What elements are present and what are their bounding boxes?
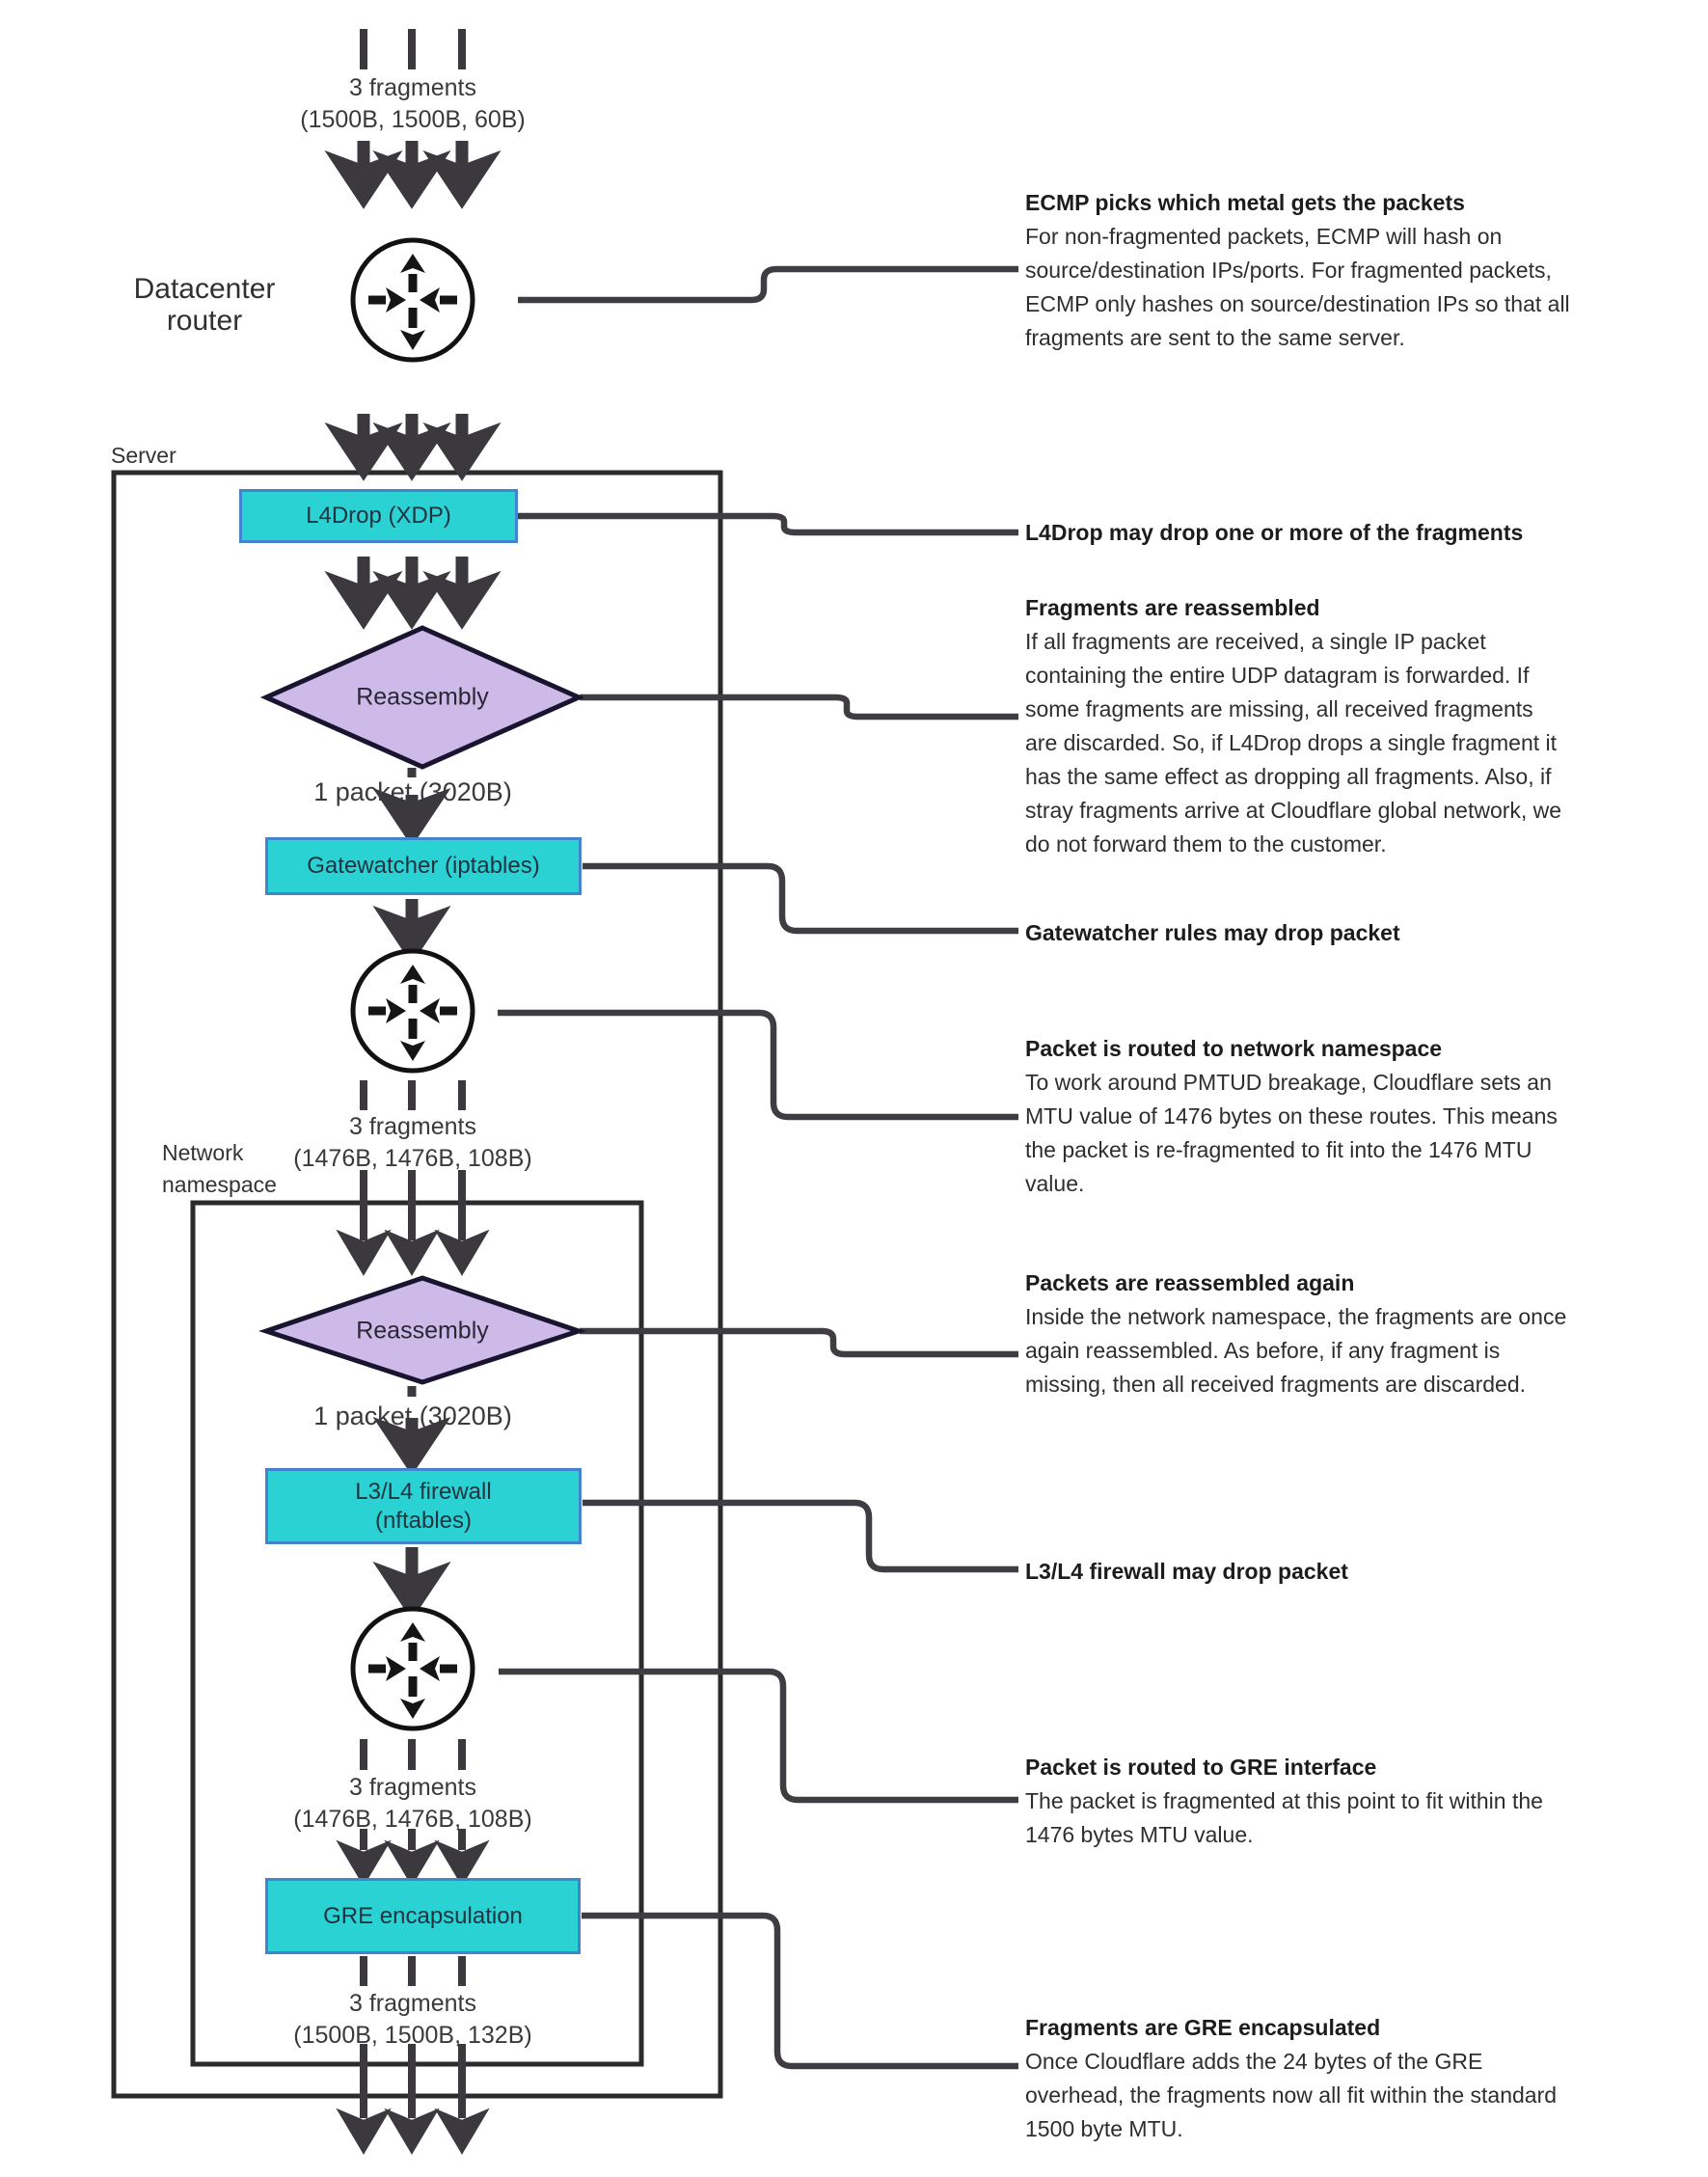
arrows-into-namespace: [345, 1170, 480, 1268]
packet2-label: 1 packet (3020B): [313, 1401, 512, 1430]
l4drop-node: L4Drop (XDP): [239, 489, 518, 543]
mid-fragments1-label: 3 fragments (1476B, 1476B, 108B): [293, 1113, 532, 1172]
annotation-ecmp: ECMP picks which metal gets the packets For non-fragmented packets, ECMP will hash on source/destination IPs/ports. For fragmented packets, ECMP only hashes on source/destination IPs so that all fragments are sent to the same server.: [1025, 190, 1570, 350]
connector-reassembly2: [580, 1331, 1018, 1354]
arrows-into-gre: [345, 1829, 480, 1879]
network-namespace-label: Network namespace: [162, 1140, 277, 1197]
annotation-reassembled: Fragments are reassembled If all fragments are received, a single IP packet containing the entire UDP datagram is forwarded. If some fragments are missing, all received fragments are discarded. So, if L4Drop drops a single fragment it has the same effect as dropping all fragments. Also, if stray fragments arrive at Cloudflare global network, we do not forward them to the customer.: [1025, 595, 1562, 857]
datacenter-router-icon: [353, 240, 473, 360]
arrows-l4drop-to-reassembly: [340, 557, 485, 618]
gatewatcher-node: Gatewatcher (iptables): [265, 837, 582, 895]
annotation-gre-interface: Packet is routed to GRE interface The packet is fragmented at this point to fit within the 1476 bytes MTU value.: [1025, 1755, 1543, 1847]
router-icon-2: [353, 951, 473, 1071]
annotation-reassembled-again: Packets are reassembled again Inside the network namespace, the fragments are once again reassembled. As before, if any fragment is missing, then all received fragments are discarded.: [1025, 1270, 1567, 1397]
arrows-out-of-server: [345, 2044, 480, 2147]
annotation-firewall: L3/L4 firewall may drop packet: [1025, 1559, 1348, 1584]
connector-gatewatcher: [583, 866, 1018, 931]
annotation-gre-encapsulated: Fragments are GRE encapsulated Once Cloudflare adds the 24 bytes of the GRE overhead, the fragments now all fit within the standard 1500 byte MTU.: [1025, 2015, 1558, 2141]
connector-l4drop: [518, 516, 1018, 532]
server-label: Server: [111, 443, 176, 468]
arrow-gatewatcher-to-router2: [389, 899, 435, 953]
packet1-label: 1 packet (3020B): [313, 777, 512, 806]
reassembly2-label: Reassembly: [356, 1317, 489, 1345]
annotation-l4drop: L4Drop may drop one or more of the fragments: [1025, 520, 1524, 545]
connector-reassembly1: [580, 697, 1018, 717]
connector-ecmp: [518, 269, 1018, 300]
bottom-fragments-label: 3 fragments (1500B, 1500B, 132B): [293, 1990, 532, 2049]
annotation-connectors: [498, 269, 1018, 2066]
annotation-gatewatcher: Gatewatcher rules may drop packet: [1025, 920, 1400, 945]
connector-gre-encap: [582, 1916, 1018, 2066]
arrows-router1-to-server: [340, 414, 485, 470]
arrows-into-router1: [340, 141, 485, 198]
firewall-node: L3/L4 firewall (nftables): [265, 1468, 582, 1544]
datacenter-router-label: Datacenter router: [133, 273, 276, 337]
reassembly1-label: Reassembly: [356, 683, 489, 711]
annotation-network-namespace: Packet is routed to network namespace To work around PMTUD breakage, Cloudflare sets an MTU value of 1476 bytes on these routes. This means the packet is re-fragmented to fit into the 1476 MTU value.: [1025, 1036, 1558, 1196]
arrow-firewall-to-router3: [389, 1547, 435, 1609]
mid-fragments2-label: 3 fragments (1476B, 1476B, 108B): [293, 1774, 532, 1833]
connector-gre-route: [499, 1672, 1018, 1800]
connector-firewall: [583, 1503, 1018, 1569]
gre-node: GRE encapsulation: [265, 1878, 581, 1954]
router-icon-3: [353, 1609, 473, 1728]
connector-netns-route: [498, 1013, 1018, 1117]
top-fragments-label: 3 fragments (1500B, 1500B, 60B): [300, 74, 526, 133]
